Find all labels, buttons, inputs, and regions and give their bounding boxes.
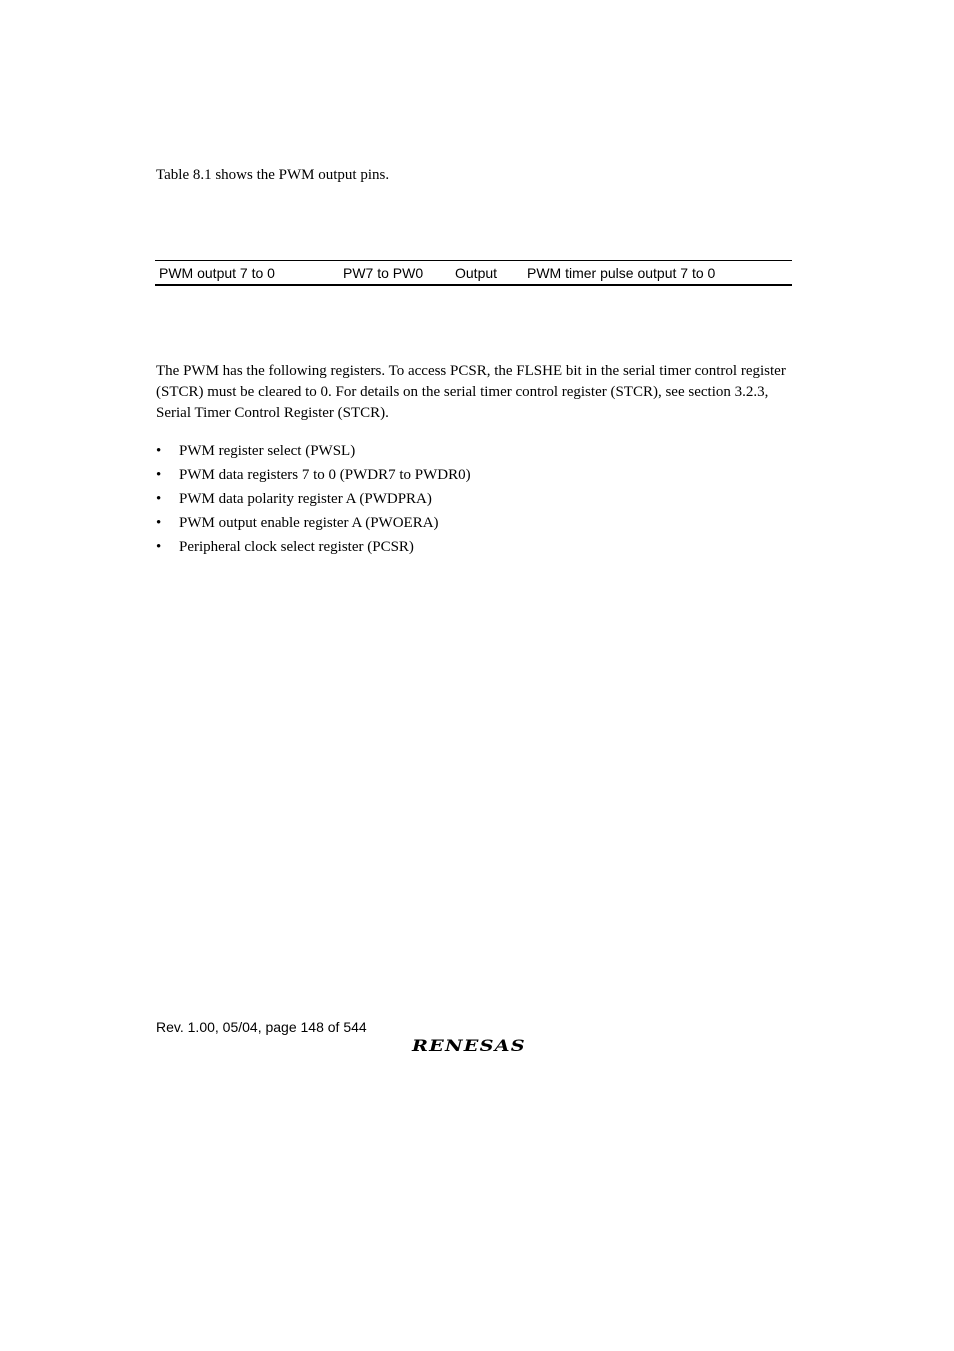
- list-item: [156, 488, 471, 512]
- bullet-icon: •: [156, 491, 162, 507]
- list-item: [156, 536, 471, 560]
- list-item: [156, 440, 471, 464]
- page-footer: Rev. 1.00, 05/04, page 148 of 544: [156, 1019, 367, 1035]
- registers-paragraph: The PWM has the following registers. To access PCSR, the FLSHE bit in the serial timer control register (STCR) must be cleared to 0. For details on the serial timer control register (STCR), see section 3.2.3, Serial Timer Control Register (STCR).: [156, 363, 786, 421]
- list-item-text: PWM register select (PWSL): [179, 443, 356, 459]
- bullet-icon: •: [156, 539, 162, 555]
- pin-name-cell: PWM output 7 to 0: [159, 265, 275, 281]
- pin-table: [155, 260, 792, 286]
- list-item-text: PWM data polarity register A (PWDPRA): [179, 491, 432, 507]
- intro-text: Table 8.1 shows the PWM output pins.: [156, 167, 390, 183]
- list-item-text: PWM data registers 7 to 0 (PWDR7 to PWDR0): [179, 467, 471, 483]
- bullet-icon: •: [156, 515, 162, 531]
- bullet-icon: •: [156, 467, 162, 483]
- bullet-icon: •: [156, 443, 162, 459]
- pin-symbol-cell: PW7 to PW0: [343, 265, 424, 281]
- list-item-text: PWM output enable register A (PWOERA): [179, 515, 439, 531]
- list-item-text: Peripheral clock select register (PCSR): [179, 539, 414, 555]
- list-item: [156, 464, 471, 488]
- pin-io-cell: Output: [455, 265, 498, 281]
- register-list: [156, 440, 471, 560]
- pin-function-cell: PWM timer pulse output 7 to 0: [527, 265, 716, 281]
- list-item: [156, 512, 471, 536]
- renesas-logo: RENESAS: [412, 1036, 526, 1055]
